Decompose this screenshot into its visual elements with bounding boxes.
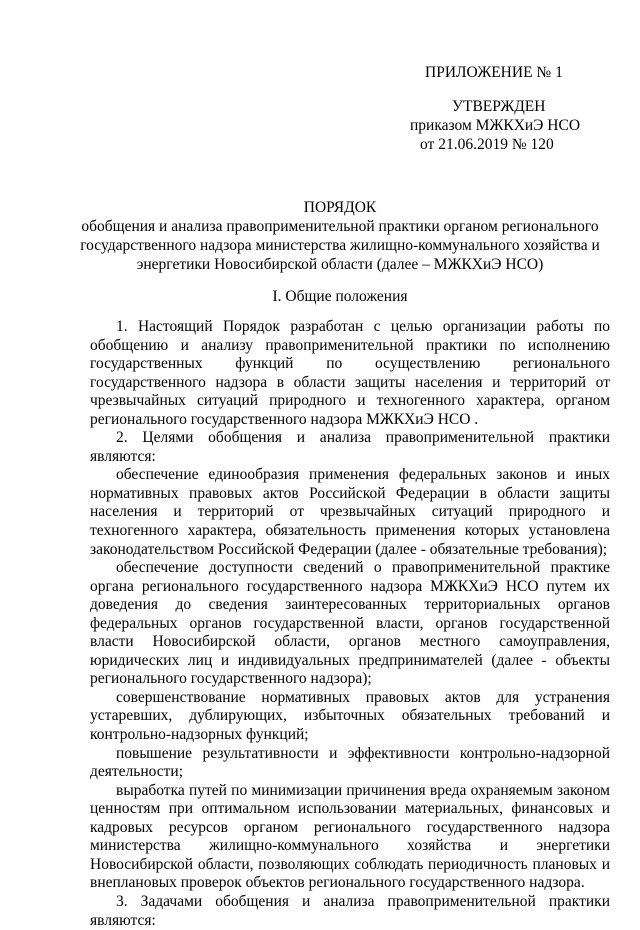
paragraph-1: 1. Настоящий Порядок разработан с целью организации работы по обобщению и анализу правоприменительной практики по исполнению государственных функций по осуществлению регионального государственного надзора в области защиты населения и территорий от чрезвычайных ситуаций природного и техногенного характера, органом регионального государственного надзора МЖКХиЭ НСО . (90, 318, 610, 428)
body-text (90, 318, 610, 930)
paragraph-2: 2. Целями обобщения и анализа правоприменительной практики являются: (90, 429, 610, 465)
paragraph-5: совершенствование нормативных правовых актов для устранения устаревших, дублирующих, избыточных обязательных требований и контрольно-надзорных функций; (90, 688, 610, 744)
title-line-2: обобщения и анализа правоприменительной практики органом регионального (81, 218, 599, 235)
paragraph-3: обеспечение единообразия применения федеральных законов и иных нормативных правовых актов Российской Федерации в области защиты населения и территорий от чрезвычайных ситуаций природного и техногенного характера, обязательность применения которых установлена законодательством Российской Федерации (далее - обязательные требования); (90, 466, 610, 558)
title-line-1: ПОРЯДОК (303, 199, 377, 216)
paragraph-6: повышение результативности и эффективности контрольно-надзорной деятельности; (90, 744, 610, 781)
section-heading: I. Общие положения (272, 288, 408, 305)
order-reference: приказом МЖКХиЭ НСО (410, 117, 581, 134)
title-line-3: государственного надзора министерства жилищно-коммунального хозяйства и (80, 237, 600, 254)
approved-label: УТВЕРЖДЕН (452, 98, 546, 115)
document-title (60, 198, 620, 274)
order-date: от 21.06.2019 № 120 (420, 136, 554, 153)
appendix-label: ПРИЛОЖЕНИЕ № 1 (425, 64, 563, 81)
paragraph-4: обеспечение доступности сведений о правоприменительной практике органа регионального государственного надзора МЖКХиЭ НСО путем их доведения до сведения заинтересованных территориальных органов федеральных органов государственной власти, органов государственной власти Новосибирской области, органов местного самоуправления, юридических лиц и индивидуальных предпринимателей (далее - объекты регионального государственного надзора); (90, 559, 610, 688)
paragraph-8: 3. Задачами обобщения и анализа правоприменительной практики являются: (90, 892, 610, 929)
title-line-4: энергетики Новосибирской области (далее – МЖКХиЭ НСО) (136, 256, 544, 273)
paragraph-7: выработка путей по минимизации причинения вреда охраняемым законом ценностям при оптимальном использовании материальных, финансовых и кадровых ресурсов органом регионального государственного надзора министерства жилищно-коммунального хозяйства и энергетики Новосибирской области, позволяющих соблюдать периодичность плановых и внеплановых проверок объектов регионального государственного надзора. (90, 781, 610, 892)
